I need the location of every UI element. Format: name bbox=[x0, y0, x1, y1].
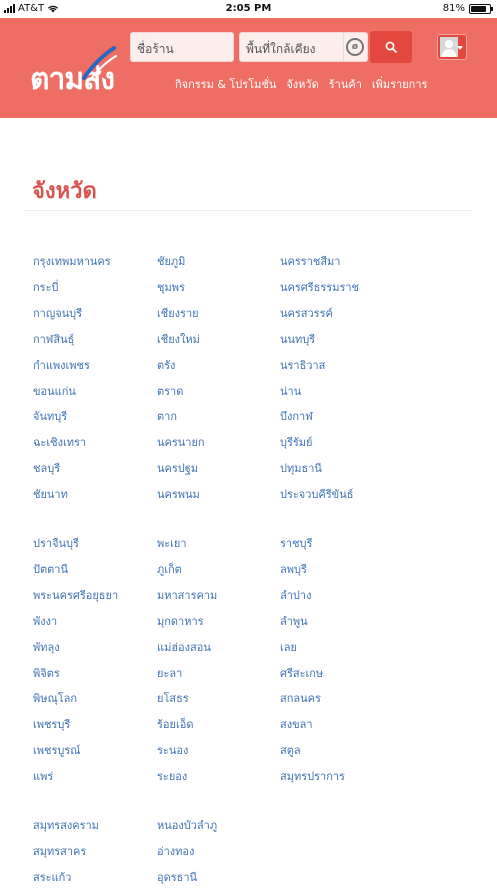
battery-percent: 81% bbox=[442, 3, 465, 14]
province-link[interactable]: เพชรบูรณ์ bbox=[33, 744, 81, 758]
province-link[interactable]: ราชบุรี bbox=[280, 537, 313, 550]
site-header bbox=[0, 18, 497, 118]
province-link[interactable]: ตรัง bbox=[157, 358, 176, 372]
province-link[interactable]: ลพบุรี bbox=[280, 562, 307, 576]
empty-cell bbox=[280, 839, 440, 865]
status-right bbox=[443, 3, 491, 14]
province-link[interactable]: นนทบุรี bbox=[280, 332, 316, 346]
province-link[interactable]: ยโสธร bbox=[157, 692, 189, 706]
province-link[interactable]: อ่างทอง bbox=[157, 844, 195, 858]
province-link[interactable]: สมุทรปราการ bbox=[280, 770, 345, 784]
logo-swoosh-icon bbox=[78, 44, 118, 84]
province-link[interactable]: ชุมพร bbox=[157, 280, 185, 294]
locate-button[interactable] bbox=[344, 32, 368, 62]
province-link[interactable]: สระแก้ว bbox=[33, 870, 72, 884]
province-link[interactable]: กำแพงเพชร bbox=[33, 358, 90, 372]
province-link[interactable]: บุรีรัมย์ bbox=[280, 436, 313, 450]
nav-provinces[interactable]: จังหวัด bbox=[286, 78, 319, 91]
divider bbox=[24, 210, 472, 211]
province-link[interactable]: นครนายก bbox=[157, 436, 205, 450]
province-link[interactable]: ชัยนาท bbox=[33, 488, 68, 502]
province-link[interactable]: สตูล bbox=[280, 744, 301, 758]
province-link[interactable]: ปัตตานี bbox=[33, 562, 68, 576]
province-link[interactable]: นครราชสีมา bbox=[280, 255, 341, 268]
province-link[interactable]: สมุทรสงคราม bbox=[33, 819, 99, 832]
province-link[interactable]: แพร่ bbox=[33, 770, 54, 784]
province-link[interactable]: นราธิวาส bbox=[280, 358, 326, 372]
province-link[interactable]: กรุงเทพมหานคร bbox=[33, 255, 111, 268]
province-link[interactable]: กาฬสินธุ์ bbox=[33, 332, 75, 346]
compass-icon: ø bbox=[346, 38, 364, 56]
province-link[interactable]: ขอนแก่น bbox=[33, 384, 76, 398]
province-link[interactable]: เชียงราย bbox=[157, 306, 199, 320]
province-link[interactable]: อุดรธานี bbox=[157, 870, 198, 884]
province-link[interactable]: บึงกาฬ bbox=[280, 410, 313, 424]
main-nav bbox=[175, 75, 427, 93]
province-link[interactable]: ชัยภูมิ bbox=[157, 255, 186, 268]
avatar-icon bbox=[440, 37, 458, 57]
search-icon bbox=[385, 41, 397, 53]
province-link[interactable]: ปราจีนบุรี bbox=[33, 537, 79, 550]
province-link[interactable]: พังงา bbox=[33, 614, 58, 628]
province-link[interactable]: เพชรบุรี bbox=[33, 718, 71, 732]
province-link[interactable]: พะเยา bbox=[157, 537, 187, 550]
user-menu-button[interactable] bbox=[437, 34, 467, 60]
carrier-label: AT&T bbox=[18, 3, 45, 14]
province-link[interactable]: พระนครศรีอยุธยา bbox=[33, 588, 119, 602]
main-content bbox=[0, 118, 497, 883]
province-link[interactable]: สกลนคร bbox=[280, 692, 321, 706]
province-link[interactable]: กระบี่ bbox=[33, 280, 59, 294]
province-link[interactable]: ศรีสะเกษ bbox=[280, 666, 324, 680]
province-link[interactable]: นครปฐม bbox=[157, 462, 199, 476]
province-link[interactable]: ภูเก็ต bbox=[157, 562, 182, 576]
shop-name-input[interactable]: ชื่อร้าน bbox=[130, 32, 234, 62]
empty-cell bbox=[280, 865, 440, 891]
chevron-down-icon bbox=[457, 46, 463, 50]
nearby-area-input[interactable]: พื้นที่ใกล้เคียง bbox=[239, 32, 344, 62]
province-link[interactable]: หนองบัวลำภู bbox=[157, 819, 218, 832]
province-link[interactable]: มุกดาหาร bbox=[157, 614, 204, 628]
nav-add-listing[interactable]: เพิ่มรายการ bbox=[371, 78, 428, 91]
province-link[interactable]: จันทบุรี bbox=[33, 410, 68, 424]
logo-text: ตามส่ง bbox=[30, 62, 115, 97]
province-link[interactable]: ตราด bbox=[157, 384, 184, 398]
province-link[interactable]: เชียงใหม่ bbox=[157, 332, 200, 346]
nav-promotions[interactable]: กิจกรรม & โปรโมชั่น bbox=[175, 78, 277, 91]
province-link[interactable]: สมุทรสาคร bbox=[33, 844, 87, 858]
status-bar bbox=[0, 0, 497, 18]
province-link[interactable]: กาญจนบุรี bbox=[33, 306, 83, 320]
province-link[interactable]: น่าน bbox=[280, 384, 302, 398]
province-list-2 bbox=[33, 531, 473, 790]
province-link[interactable]: พัทลุง bbox=[33, 640, 60, 654]
province-link[interactable]: สงขลา bbox=[280, 718, 313, 732]
province-link[interactable]: ลำพูน bbox=[280, 614, 308, 628]
province-link[interactable]: พิจิตร bbox=[33, 666, 60, 680]
province-list-1 bbox=[33, 249, 473, 508]
province-link[interactable]: ร้อยเอ็ด bbox=[157, 718, 194, 732]
province-link[interactable]: ปทุมธานี bbox=[280, 462, 322, 476]
province-link[interactable]: เลย bbox=[280, 640, 297, 654]
province-link[interactable]: ประจวบคีรีขันธ์ bbox=[280, 488, 354, 502]
empty-cell bbox=[280, 813, 440, 839]
province-link[interactable]: ชลบุรี bbox=[33, 462, 61, 476]
province-link[interactable]: แม่ฮ่องสอน bbox=[157, 640, 211, 654]
province-link[interactable]: ระนอง bbox=[157, 744, 189, 758]
page-title: จังหวัด bbox=[32, 179, 97, 204]
province-list-3 bbox=[33, 813, 473, 891]
search-button[interactable] bbox=[370, 31, 412, 63]
province-link[interactable]: ตาก bbox=[157, 410, 177, 424]
province-link[interactable]: ยะลา bbox=[157, 666, 183, 680]
battery-icon bbox=[469, 4, 491, 14]
province-link[interactable]: นครศรีธรรมราช bbox=[280, 280, 360, 294]
province-link[interactable]: มหาสารคาม bbox=[157, 588, 218, 602]
province-link[interactable]: นครพนม bbox=[157, 488, 200, 502]
nav-shops[interactable]: ร้านค้า bbox=[328, 78, 362, 91]
clock: 2:05 PM bbox=[225, 3, 272, 14]
site-logo[interactable] bbox=[30, 48, 125, 100]
province-link[interactable]: พิษณุโลก bbox=[33, 692, 78, 706]
province-link[interactable]: ระยอง bbox=[157, 770, 188, 784]
province-link[interactable]: ลำปาง bbox=[280, 588, 312, 602]
province-link[interactable]: นครสวรรค์ bbox=[280, 306, 333, 320]
province-link[interactable]: ฉะเชิงเทรา bbox=[33, 436, 87, 450]
